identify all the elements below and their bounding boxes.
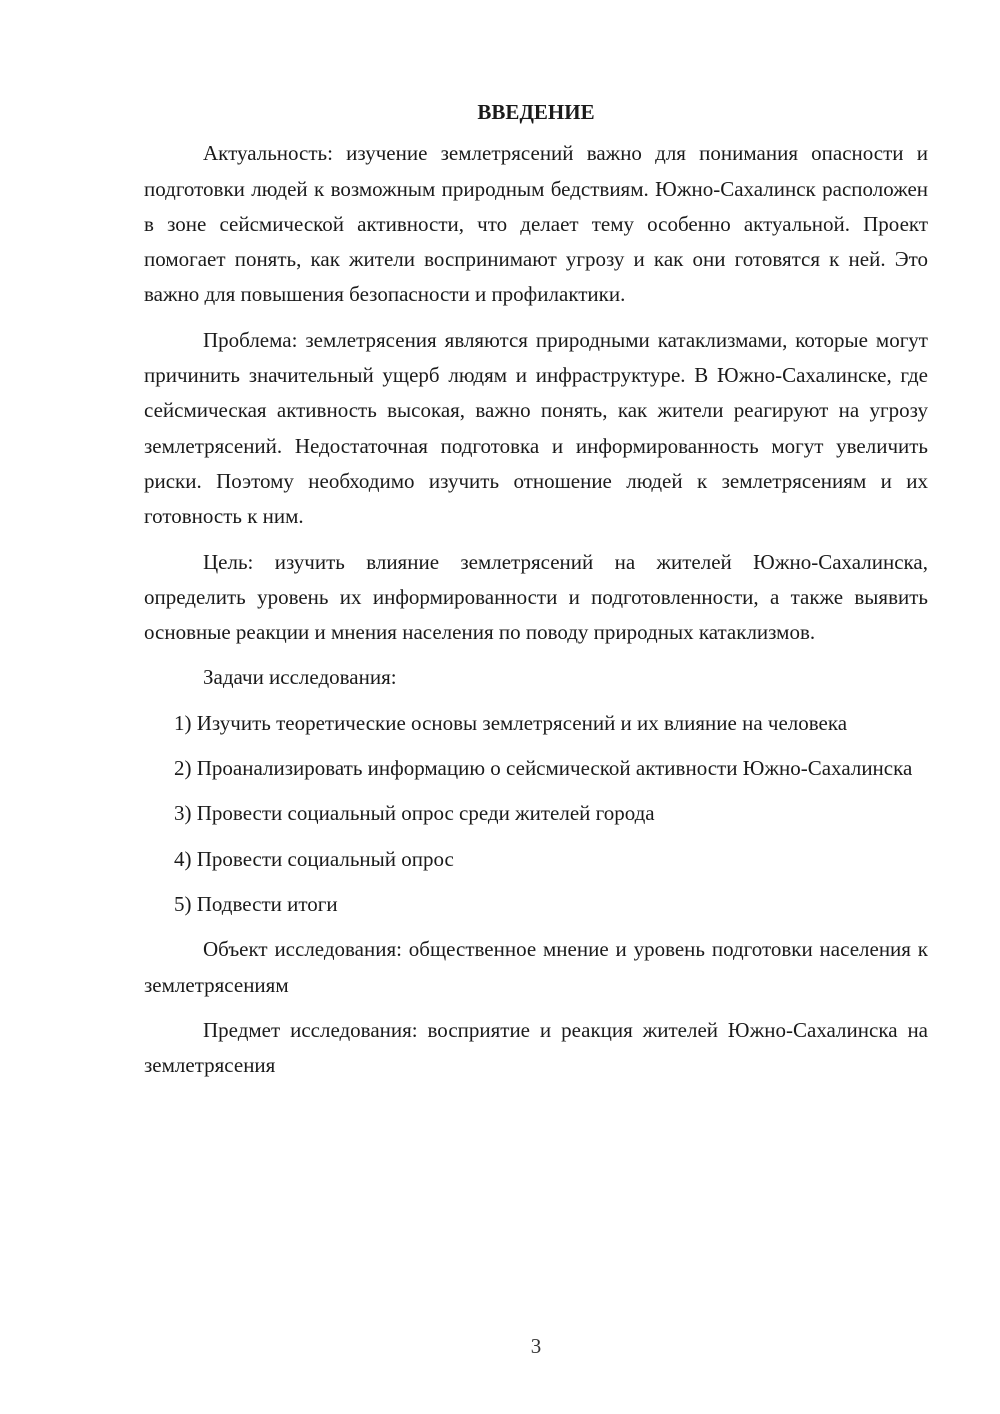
page-title: ВВЕДЕНИЕ [477, 100, 595, 124]
subject-paragraph: Предмет исследования: восприятие и реакция жителей Южно-Сахалинска на землетрясения [144, 1017, 928, 1078]
task-item-2: 2) Проанализировать информацию о сейсмической активности Южно-Сахалинска [174, 756, 913, 781]
task-item-4: 4) Провести социальный опрос [174, 846, 454, 871]
relevance-paragraph: Актуальность: изучение землетрясений важно для понимания опасности и подготовки людей к возможным природным бедствиям. Южно-Сахалинск расположен в зоне сейсмической активности, что делает тему особенно актуальной. Проект помогает понять, как жители воспринимают угрозу и как они готовятся к ней. Это важно для повышения безопасности и профилактики. [144, 141, 928, 307]
tasks-heading: Задачи исследования: [203, 665, 397, 690]
document-page [144, 95, 928, 1093]
task-item-3: 3) Провести социальный опрос среди жителей города [174, 801, 655, 826]
task-item-1: 1) Изучить теоретические основы землетрясений и их влияние на человека [174, 710, 848, 735]
task-item-5: 5) Подвести итоги [174, 891, 338, 916]
problem-paragraph: Проблема: землетрясения являются природными катаклизмами, которые могут причинить значительный ущерб людям и инфраструктуре. В Южно-Сахалинске, где сейсмическая активность высокая, важно понять, как жители реагируют на угрозу землетрясений. Недостаточная подготовка и информированность могут увеличить риски. Поэтому необходимо изучить отношение людей к землетрясениям и их готовность к ним. [144, 327, 928, 529]
page-number: 3 [530, 1334, 542, 1358]
goal-paragraph: Цель: изучить влияние землетрясений на жителей Южно-Сахалинска, определить уровень их информированности и подготовленности, а также выявить основные реакции и мнения населения по поводу природных катаклизмов. [144, 549, 928, 645]
object-paragraph: Объект исследования: общественное мнение и уровень подготовки населения к землетрясениям [144, 937, 928, 997]
